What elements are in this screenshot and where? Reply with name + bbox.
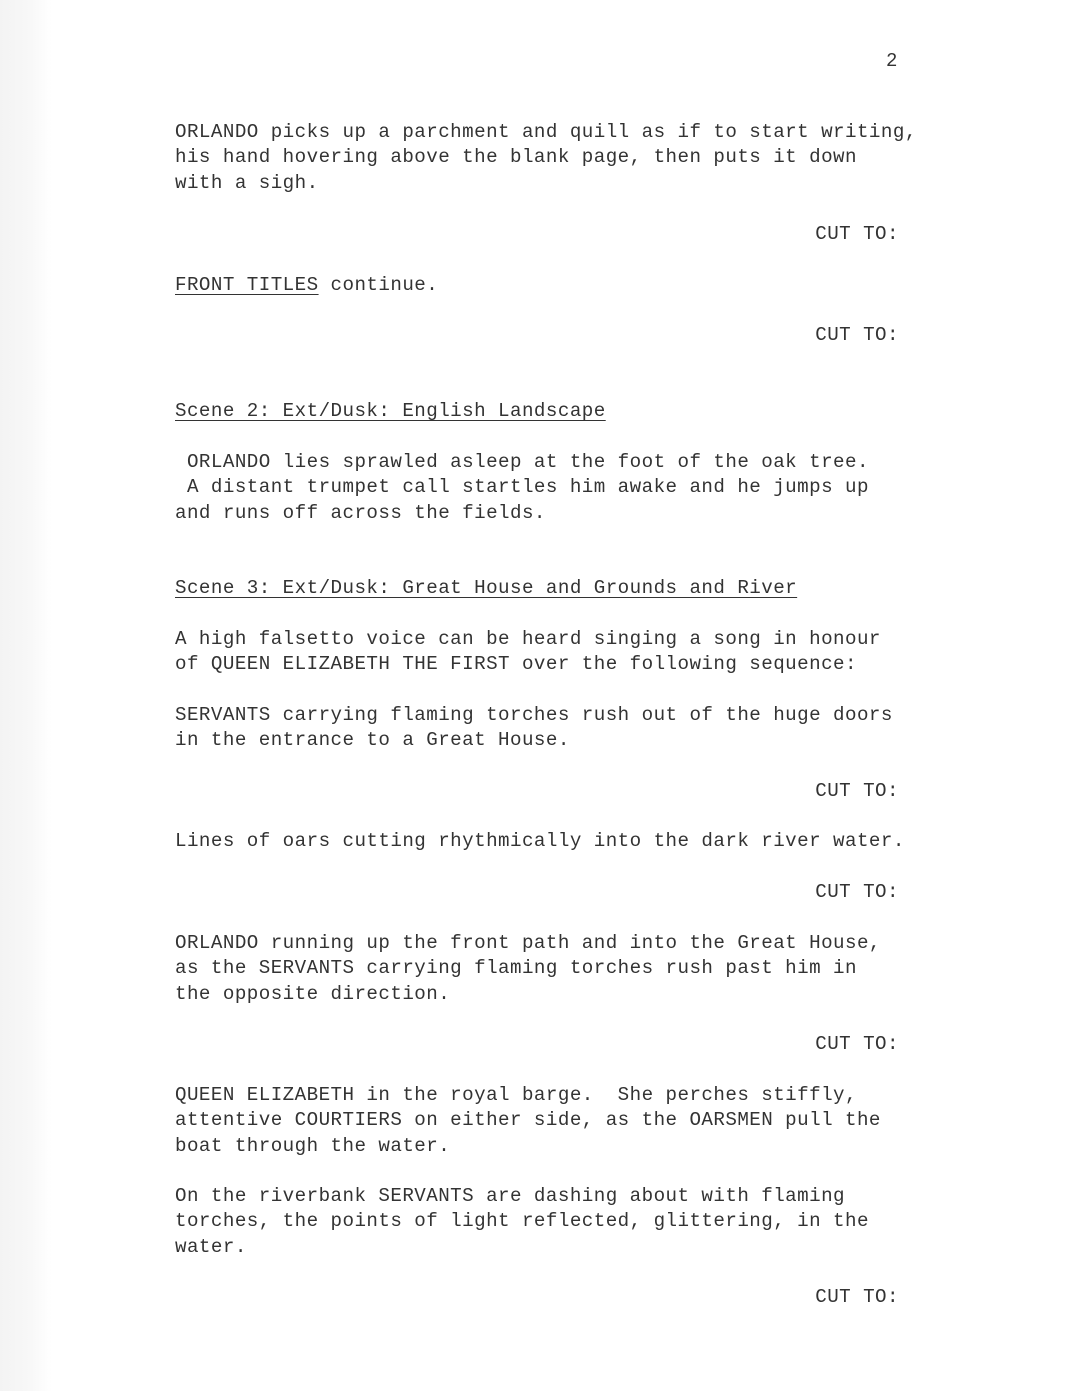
front-titles-rest: continue. (318, 274, 439, 296)
action-servants-torches: SERVANTS carrying flaming torches rush out of the huge doors in the entrance to a Great House. (175, 704, 893, 752)
action-lines-of-oars: Lines of oars cutting rhythmically into the dark river water. (175, 830, 905, 852)
transition-cut-to: CUT TO: (815, 1286, 899, 1308)
transition-cut-to: CUT TO: (815, 324, 899, 346)
transition-cut-to: CUT TO: (815, 223, 899, 245)
page-edge-shadow (0, 0, 52, 1391)
front-titles-underlined: FRONT TITLES (175, 274, 319, 296)
scene-heading-2: Scene 2: Ext/Dusk: English Landscape (175, 400, 606, 422)
action-riverbank-servants: On the riverbank SERVANTS are dashing about with flaming torches, the points of light reflected, glittering, in the water. (175, 1185, 869, 1258)
page-number: 2 (886, 50, 898, 72)
action-orlando-running: ORLANDO running up the front path and into the Great House, as the SERVANTS carrying flaming torches rush past him in the opposite direction. (175, 932, 881, 1005)
scene-heading-3: Scene 3: Ext/Dusk: Great House and Grounds and River (175, 577, 798, 599)
transition-cut-to: CUT TO: (815, 881, 899, 903)
action-falsetto-voice: A high falsetto voice can be heard singing a song in honour of QUEEN ELIZABETH THE FIRST over the following sequence: (175, 628, 881, 676)
action-orlando-parchment: ORLANDO picks up a parchment and quill as if to start writing, his hand hovering above the blank page, then puts it down with a sigh. (175, 121, 917, 194)
transition-cut-to: CUT TO: (815, 1033, 899, 1055)
transition-cut-to: CUT TO: (815, 780, 899, 802)
action-queen-barge: QUEEN ELIZABETH in the royal barge. She perches stiffly, attentive COURTIERS on either side, as the OARSMEN pull the boat through the water. (175, 1084, 881, 1157)
action-orlando-asleep: ORLANDO lies sprawled asleep at the foot of the oak tree. A distant trumpet call startles him awake and he jumps up and runs off across the fields. (175, 451, 869, 524)
action-front-titles (175, 273, 438, 298)
